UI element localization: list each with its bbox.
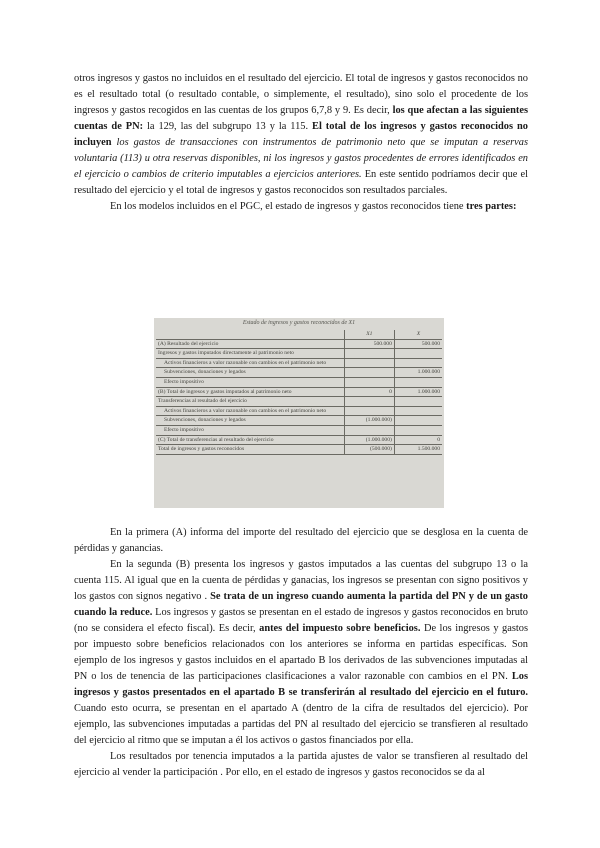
row-value-x: 500.000 <box>394 339 442 349</box>
p1-text-2: la 129, las del subgrupo 13 y la 115. <box>143 121 313 132</box>
p1-bold-2: El total de los ingresos y gastos reconocidos no incluyen <box>74 121 528 148</box>
row-value-x1 <box>344 397 394 407</box>
row-value-x1: (500.000) <box>344 445 394 455</box>
table-row <box>156 406 442 416</box>
row-label-text: Total de ingresos y gastos reconocidos <box>158 446 245 453</box>
table-row <box>156 368 442 378</box>
row-value-x1 <box>344 425 394 435</box>
row-label-text: Activos financieros a valor razonable con cambios en el patrimonio neto <box>164 407 327 414</box>
row-label-text: (B) Total de ingresos y gastos imputados al patrimonio neto <box>158 388 292 395</box>
row-value-x <box>394 416 442 426</box>
row-label <box>156 397 344 407</box>
row-value-x <box>394 425 442 435</box>
row-label <box>156 349 344 359</box>
row-value-x1 <box>344 368 394 378</box>
row-value-x1 <box>344 377 394 387</box>
row-value-x1: 0 <box>344 387 394 397</box>
table-row <box>156 387 442 397</box>
header-x1: X1 <box>344 330 394 339</box>
p2-text-1: En los modelos incluidos en el PGC, el estado de ingresos y gastos reconocidos tiene <box>110 201 467 212</box>
p2-bold-1: tres partes: <box>466 201 517 212</box>
row-label-text: (C) Total de transferencias al resultado del ejercicio <box>158 436 274 443</box>
row-label <box>156 435 344 445</box>
p4-text-1: En la segunda (B) presenta los ingresos y gastos imputados a las cuentas del subgrupo 13 o la cuenta 115. Al igual que en la cuenta de pérdidas y ganacias, los ingresos se presentan con signo positivos y los gastos con signos negativo . <box>74 559 528 602</box>
table-header-row <box>156 330 442 339</box>
row-label-text: Ingresos y gastos imputados directamente al patrimonio neto <box>158 350 294 357</box>
row-label-text: Efecto impositivo <box>164 426 204 433</box>
p4-text-4: Cuando esto ocurra, se presentan en el apartado A (dentro de la cifra de resultados del ejercicio). Por ejemplo, las subvenciones imputadas a partidas del PN al resultado del ejercicio se transfieren al resultado del ejercicio al ritmo que se imputan a él los activos o gastos financiados por ella. <box>74 703 528 746</box>
table-row <box>156 435 442 445</box>
row-label <box>156 406 344 416</box>
text-block-bottom <box>74 525 528 781</box>
p4-text-2: Los ingresos y gastos se presentan en el estado de ingresos y gastos reconocidos en bruto (no se considera el efecto fiscal). Es decir, <box>74 607 529 634</box>
p1-text-3: En este sentido podríamos decir que el resultado del ejercicio y el total de ingresos y gastos reconocidos son resultados parciales. <box>74 169 528 196</box>
row-label <box>156 416 344 426</box>
paragraph-1 <box>74 71 528 199</box>
row-value-x: 1.000.000 <box>394 387 442 397</box>
row-label <box>156 368 344 378</box>
p4-bold-1: Se trata de un ingreso cuando aumenta la partida del PN y de un gasto cuando la reduce. <box>74 591 528 618</box>
scanned-table-figure <box>154 318 444 508</box>
row-label <box>156 387 344 397</box>
p4-bold-2: antes del impuesto sobre beneficios. <box>259 623 421 634</box>
row-label-text: Subvenciones, donaciones y legados <box>164 417 246 424</box>
p1-italic-1: los gastos de transacciones con instrumentos de patrimonio neto que se imputan a reservas voluntaria (113) u otra reservas disponibles, ni los ingresos y gastos procedentes de errores identificados en el ejercicio o cambios de criterio imputables a ejercicios anteriores. <box>74 137 528 180</box>
row-value-x: 1.000.000 <box>394 368 442 378</box>
row-label <box>156 339 344 349</box>
row-label-text: Efecto impositivo <box>164 378 204 385</box>
p3-text-1: En la primera (A) informa del importe del resultado del ejercicio que se desglosa en la cuenta de pérdidas y ganancias. <box>74 527 528 554</box>
row-value-x <box>394 349 442 359</box>
p5-text-1: Los resultados por tenencia imputados a la partida ajustes de valor se transfieren al resultado del ejercicio al vender la participación . Por ello, en el estado de ingresos y gastos reconocidos se da al <box>74 751 528 778</box>
header-label-cell <box>156 330 344 339</box>
text-block-top <box>74 71 528 215</box>
row-value-x1 <box>344 358 394 368</box>
figure-title: Estado de ingresos y gastos reconocidos de X1 <box>242 320 356 326</box>
row-value-x1 <box>344 406 394 416</box>
row-label <box>156 425 344 435</box>
row-label-text: Transferencias al resultado del ejercicio <box>158 398 247 405</box>
paragraph-5 <box>74 749 528 781</box>
paragraph-4 <box>74 557 528 749</box>
p4-bold-3: Los ingresos y gastos presentados en el apartado B se transferirán al resultado del ejercicio en el futuro. <box>74 671 528 698</box>
paragraph-2 <box>74 199 528 215</box>
table-row <box>156 339 442 349</box>
row-value-x1: (1.000.000) <box>344 416 394 426</box>
p1-text-1: otros ingresos y gastos no incluidos en el resultado del ejercicio. El total de ingresos y gastos reconocidos no es el resultado total (o resultado contable, o simplemente, el resultado), sino solo el procedente de los ingresos y gastos recogidos en las cuentas de los grupos 6,7,8 y 9. Es decir, <box>74 73 528 116</box>
row-value-x1 <box>344 349 394 359</box>
header-x: X <box>394 330 442 339</box>
row-value-x <box>394 358 442 368</box>
p4-text-3: De los ingresos y gastos por impuesto sobre beneficios relacionados con los anteriores se informa en partidas específicas. Son ejemplo de los ingresos y gastos incluidos en el apartado B los derivados de las subvenciones imputadas al PN o los de tenencia de las participaciones clasificaciones a valor razonable con cambios en el PN. <box>74 623 528 682</box>
row-label-text: Subvenciones, donaciones y legados <box>164 369 246 376</box>
table-row <box>156 349 442 359</box>
row-value-x: 1.500.000 <box>394 445 442 455</box>
row-label-text: (A) Resultado del ejercicio <box>158 340 219 347</box>
table-row <box>156 416 442 426</box>
row-value-x1: (1.000.000) <box>344 435 394 445</box>
table-row <box>156 377 442 387</box>
row-label-text: Activos financieros a valor razonable con cambios en el patrimonio neto <box>164 359 327 366</box>
row-value-x <box>394 406 442 416</box>
table-row <box>156 445 442 455</box>
table-row <box>156 425 442 435</box>
row-value-x <box>394 377 442 387</box>
paragraph-3 <box>74 525 528 557</box>
row-label <box>156 377 344 387</box>
row-value-x1: 500.000 <box>344 339 394 349</box>
table-row <box>156 397 442 407</box>
income-statement-table <box>156 330 442 455</box>
row-value-x <box>394 397 442 407</box>
table-row <box>156 358 442 368</box>
p1-bold-1: los que afectan a las siguientes cuentas de PN: <box>74 105 529 132</box>
row-value-x: 0 <box>394 435 442 445</box>
row-label <box>156 358 344 368</box>
row-label <box>156 445 344 455</box>
